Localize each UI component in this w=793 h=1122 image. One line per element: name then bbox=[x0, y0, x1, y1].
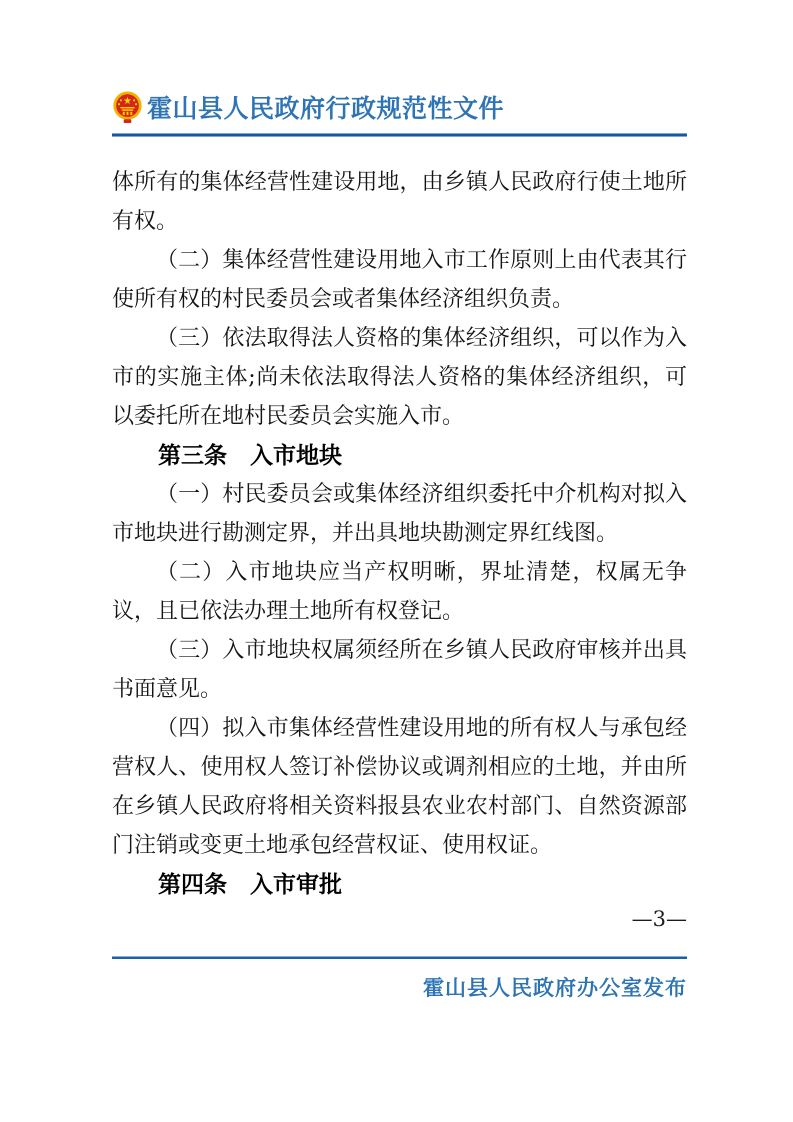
page-number: —3— bbox=[631, 907, 687, 931]
document-footer bbox=[112, 972, 687, 1002]
paragraph: （二）集体经营性建设用地入市工作原则上由代表其行使所有权的村民委员会或者集体经济组织负责。 bbox=[112, 248, 687, 312]
paragraph: （一）村民委员会或集体经济组织委托中介机构对拟入市地块进行勘测定界，并出具地块勘测定界红线图。 bbox=[112, 482, 687, 546]
paragraph: （三）入市地块权属须经所在乡镇人民政府审核并出具书面意见。 bbox=[112, 638, 687, 702]
paragraph: （四）拟入市集体经营性建设用地的所有权人与承包经营权人、使用权人签订补偿协议或调剂相应的土地，并由所在乡镇人民政府将相关资料报县农业农村部门、自然资源部门注销或变更土地承包经营权证、使用权证。 bbox=[112, 716, 687, 858]
china-national-emblem-icon bbox=[112, 91, 143, 124]
section-heading-article-4: 第四条 入市审批 bbox=[158, 871, 342, 897]
publisher-label: 霍山县人民政府办公室发布 bbox=[423, 977, 687, 1000]
document-header bbox=[112, 90, 687, 124]
document-body bbox=[112, 163, 687, 904]
paragraph: （二）入市地块应当产权明晰，界址清楚，权属无争议，且已依法办理土地所有权登记。 bbox=[112, 560, 687, 624]
paragraph: （三）依法取得法人资格的集体经济组织，可以作为入市的实施主体;尚未依法取得法人资格的集体经济组织，可以委托所在地村民委员会实施入市。 bbox=[112, 326, 687, 429]
paragraph: 体所有的集体经营性建设用地，由乡镇人民政府行使土地所有权。 bbox=[112, 170, 687, 234]
header-divider bbox=[112, 133, 687, 137]
document-header-title: 霍山县人民政府行政规范性文件 bbox=[147, 95, 505, 123]
section-heading-article-3: 第三条 入市地块 bbox=[158, 442, 342, 468]
footer-divider bbox=[112, 956, 687, 959]
